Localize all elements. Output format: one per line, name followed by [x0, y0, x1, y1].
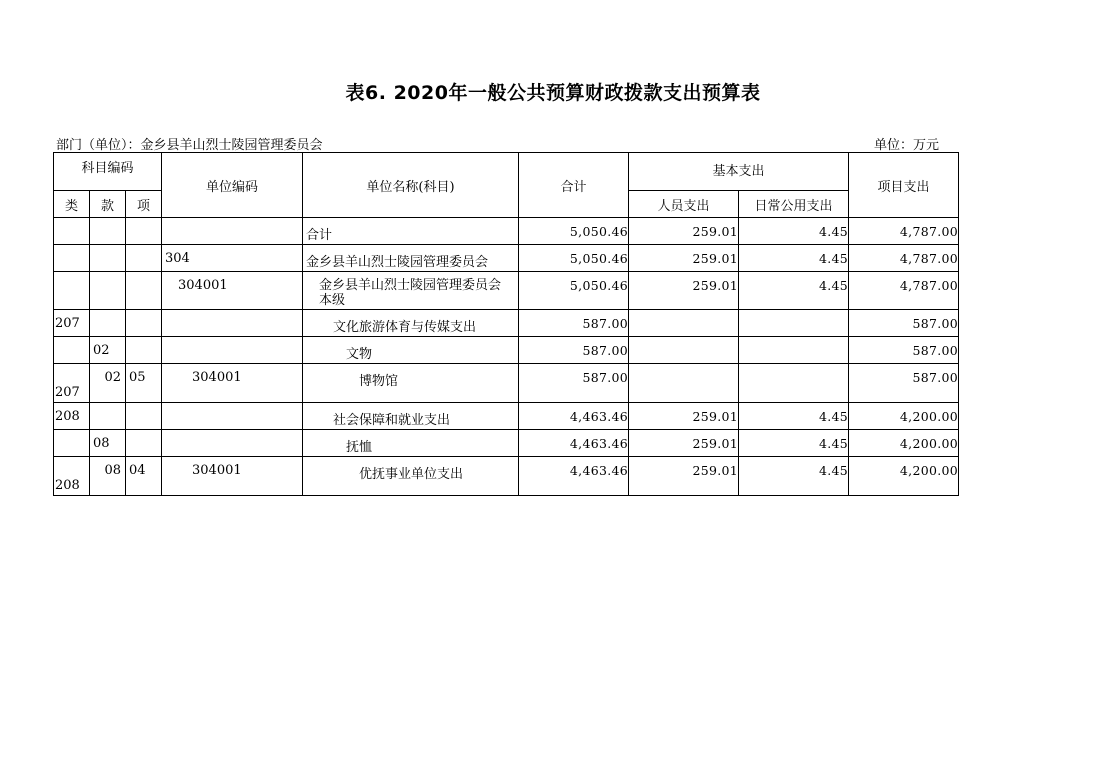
cell-personnel: [629, 364, 739, 403]
cell-lei: 207: [54, 364, 90, 403]
cell-lei: [54, 245, 90, 272]
cell-unit-name: 抚恤: [303, 430, 519, 457]
header-daily-public: 日常公用支出: [739, 191, 849, 218]
table-row: [54, 245, 959, 272]
cell-daily: [739, 310, 849, 337]
table-row: [54, 218, 959, 245]
table-row: [54, 457, 959, 496]
cell-personnel: 259.01: [629, 245, 739, 272]
cell-kuan: [90, 403, 126, 430]
cell-unit-code: 304001: [162, 364, 303, 403]
cell-total: 587.00: [519, 337, 629, 364]
cell-project: 4,787.00: [849, 245, 959, 272]
cell-daily: 4.45: [739, 403, 849, 430]
cell-lei: [54, 218, 90, 245]
cell-personnel: 259.01: [629, 457, 739, 496]
cell-project: 4,200.00: [849, 457, 959, 496]
cell-xiang: 05: [126, 364, 162, 403]
cell-unit-code: [162, 310, 303, 337]
cell-unit-name: 金乡县羊山烈士陵园管理委员会: [303, 245, 519, 272]
cell-total: 4,463.46: [519, 403, 629, 430]
cell-total: 4,463.46: [519, 430, 629, 457]
cell-project: 587.00: [849, 337, 959, 364]
cell-unit-code: 304: [162, 245, 303, 272]
cell-kuan: 02: [90, 337, 126, 364]
cell-personnel: [629, 337, 739, 364]
header-kuan: 款: [90, 191, 126, 218]
cell-lei: 208: [54, 403, 90, 430]
table-row: [54, 430, 959, 457]
cell-total: 4,463.46: [519, 457, 629, 496]
table-row: [54, 403, 959, 430]
unit-label: 单位：万元: [874, 138, 940, 153]
cell-daily: [739, 337, 849, 364]
header-unit-code: 单位编码: [162, 153, 303, 218]
cell-total: 5,050.46: [519, 245, 629, 272]
table-title: 表6. 2020年一般公共预算财政拨款支出预算表: [345, 82, 761, 104]
cell-total: 587.00: [519, 310, 629, 337]
table-row: [54, 310, 959, 337]
cell-unit-name: 社会保障和就业支出: [303, 403, 519, 430]
cell-unit-name: 优抚事业单位支出: [303, 457, 519, 496]
cell-unit-name: 文物: [303, 337, 519, 364]
cell-project: 587.00: [849, 310, 959, 337]
cell-kuan: [90, 310, 126, 337]
cell-lei: 208: [54, 457, 90, 496]
table-row: [54, 337, 959, 364]
cell-kuan: [90, 272, 126, 310]
cell-daily: 4.45: [739, 245, 849, 272]
cell-lei: [54, 272, 90, 310]
cell-unit-name: 博物馆: [303, 364, 519, 403]
cell-personnel: 259.01: [629, 218, 739, 245]
header-project: 项目支出: [849, 153, 959, 218]
cell-daily: 4.45: [739, 218, 849, 245]
header-subject-code: 科目编码: [54, 153, 162, 191]
cell-project: 4,787.00: [849, 218, 959, 245]
cell-unit-name: 金乡县羊山烈士陵园管理委员会本级: [303, 272, 519, 310]
header-lei: 类: [54, 191, 90, 218]
table-row: [54, 272, 959, 310]
cell-unit-code: 304001: [162, 457, 303, 496]
cell-project: 587.00: [849, 364, 959, 403]
cell-unit-name: 合计: [303, 218, 519, 245]
cell-personnel: 259.01: [629, 272, 739, 310]
cell-project: 4,200.00: [849, 403, 959, 430]
cell-total: 5,050.46: [519, 272, 629, 310]
cell-unit-code: 304001: [162, 272, 303, 310]
cell-total: 5,050.46: [519, 218, 629, 245]
cell-xiang: [126, 337, 162, 364]
cell-unit-code: [162, 337, 303, 364]
cell-kuan: 08: [90, 457, 126, 496]
cell-daily: 4.45: [739, 272, 849, 310]
cell-daily: 4.45: [739, 457, 849, 496]
cell-kuan: 08: [90, 430, 126, 457]
cell-kuan: [90, 218, 126, 245]
cell-kuan: [90, 245, 126, 272]
cell-personnel: [629, 310, 739, 337]
cell-lei: 207: [54, 310, 90, 337]
cell-lei: [54, 430, 90, 457]
cell-xiang: [126, 310, 162, 337]
cell-xiang: [126, 430, 162, 457]
cell-xiang: [126, 218, 162, 245]
cell-daily: [739, 364, 849, 403]
header-xiang: 项: [126, 191, 162, 218]
cell-unit-code: [162, 403, 303, 430]
cell-project: 4,200.00: [849, 430, 959, 457]
cell-kuan: 02: [90, 364, 126, 403]
cell-daily: 4.45: [739, 430, 849, 457]
cell-xiang: [126, 245, 162, 272]
cell-unit-code: [162, 218, 303, 245]
cell-personnel: 259.01: [629, 403, 739, 430]
table-row: [54, 364, 959, 403]
header-basic-expenditure: 基本支出: [629, 153, 849, 191]
header-unit-name: 单位名称(科目): [303, 153, 519, 218]
header-personnel: 人员支出: [629, 191, 739, 218]
cell-total: 587.00: [519, 364, 629, 403]
header-total: 合计: [519, 153, 629, 218]
cell-unit-name: 文化旅游体育与传媒支出: [303, 310, 519, 337]
department-label: 部门（单位）：金乡县羊山烈士陵园管理委员会: [56, 138, 323, 153]
cell-xiang: [126, 403, 162, 430]
cell-unit-code: [162, 430, 303, 457]
cell-project: 4,787.00: [849, 272, 959, 310]
cell-xiang: 04: [126, 457, 162, 496]
cell-lei: [54, 337, 90, 364]
cell-xiang: [126, 272, 162, 310]
budget-table: [53, 152, 959, 496]
cell-personnel: 259.01: [629, 430, 739, 457]
